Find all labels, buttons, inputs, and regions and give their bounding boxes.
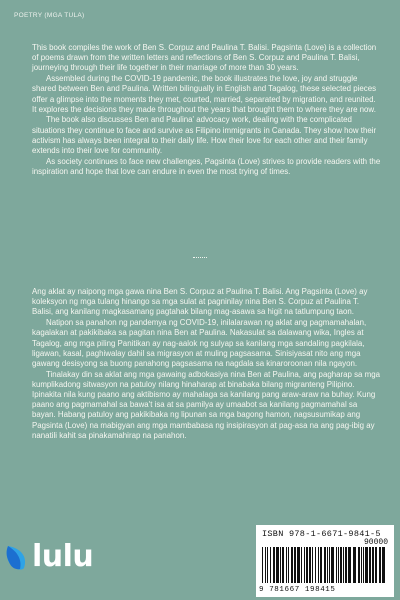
english-paragraph: This book compiles the work of Ben S. Corpuz and Paulina T. Balisi. Pagsinta (Love) is a collection of poems drawn from the written letters and reflections of Ben S. Corpuz and Paulina T. Balisi, journeying through their life together in their marriage of more than 30 years. <box>32 43 377 73</box>
english-paragraph: As society continues to face new challenges, Pagsinta (Love) strives to provide readers with the inspiration and hope that love can endure in even the most trying of times. <box>32 156 381 176</box>
lulu-drop-icon <box>4 542 30 572</box>
tagalog-paragraph: Tinalakay din sa aklat ang mga gawaing adbokasiya nina Ben at Paulina, ang pagharap sa mga kumplikadong sitwasyon na patuloy nilang hinaharap at binabaka bilang migranteng Pilipino. Ipinakita nila kung paano ang aktibismo ay mahalaga sa kanilang pang araw-araw na buhay. Kung paano ang pagmamahal sa bawa't isa at sa pamilya ay umaabot sa kanilang pagmamahal sa bayan. Habang patuloy ang pakikibaka ng lipunan sa mga bagong hamon, nagsusumikap ang Pagsinta (Love) na mabigyan ang mga mambabasa ng insipirasyon at pag-asa na ang pag-ibig ay nanatili kahit sa pinakamahirap na panahon. <box>32 369 380 440</box>
genre-label: POETRY (MGA TULA) <box>14 12 85 19</box>
barcode-digits: 9 781667 198415 <box>259 586 336 594</box>
tagalog-blurb <box>32 287 382 441</box>
barcode-bars <box>262 547 388 583</box>
english-blurb <box>32 43 382 177</box>
publisher-name: lulu <box>32 539 94 574</box>
tagalog-paragraph: Natipon sa panahon ng pandemya ng COVID-19, inilalarawan ng aklat ang pagmamahalan, kagalakan at pakikibaka sa pagitan nina Ben at Paulina. Nakasulat sa dalawang wika, Ingles at Tagalog, ang mga piling Panitikan ay nag-aalok ng sulyap sa kanilang mga sandaling pagkilala, ligawan, kasal, paghiwalay dahil sa migrasyon at muling pagsasama. Sinisiyasat nito ang mga gawang desisyong sa buong panahong pagsasama na nagdala sa kinaroroonan nila ngayon. <box>32 318 367 368</box>
publisher-logo <box>4 539 93 574</box>
price-code: 90000 <box>363 538 388 547</box>
tagalog-paragraph: Ang aklat ay naipong mga gawa nina Ben S. Corpuz at Paulina T. Balisi. Ang Pagsinta (Love) ay koleksyon ng mga tulang hinango sa mga sulat at pagninilay nina Ben S. Corpuz at Paulina T. Balisi, ang kanilang magkasamang pagtahak bilang mag-asawa sa higit na tatlumpung taon. <box>32 287 368 317</box>
english-paragraph: The book also discusses Ben and Paulina' advocacy work, dealing with the complicated situations they continue to face and survive as Filipino immigrants in Canada. They show how their activism has always been integral to their daily life. How their love for each other and their family extends into their love for community. <box>32 115 377 156</box>
english-paragraph: Assembled during the COVID-19 pandemic, the book illustrates the love, joy and struggle shared between Ben and Paulina. Written bilingually in English and Tagalog, these selected pieces offer a glimpse into the moments they met, courted, married, separated by migration, and reunited. It explores the decisions they made throughout the years that brought them to where they are now. <box>32 74 377 114</box>
section-divider <box>193 257 207 258</box>
isbn-barcode <box>256 525 394 597</box>
isbn-number: ISBN 978-1-6671-9841-5 <box>262 529 381 539</box>
